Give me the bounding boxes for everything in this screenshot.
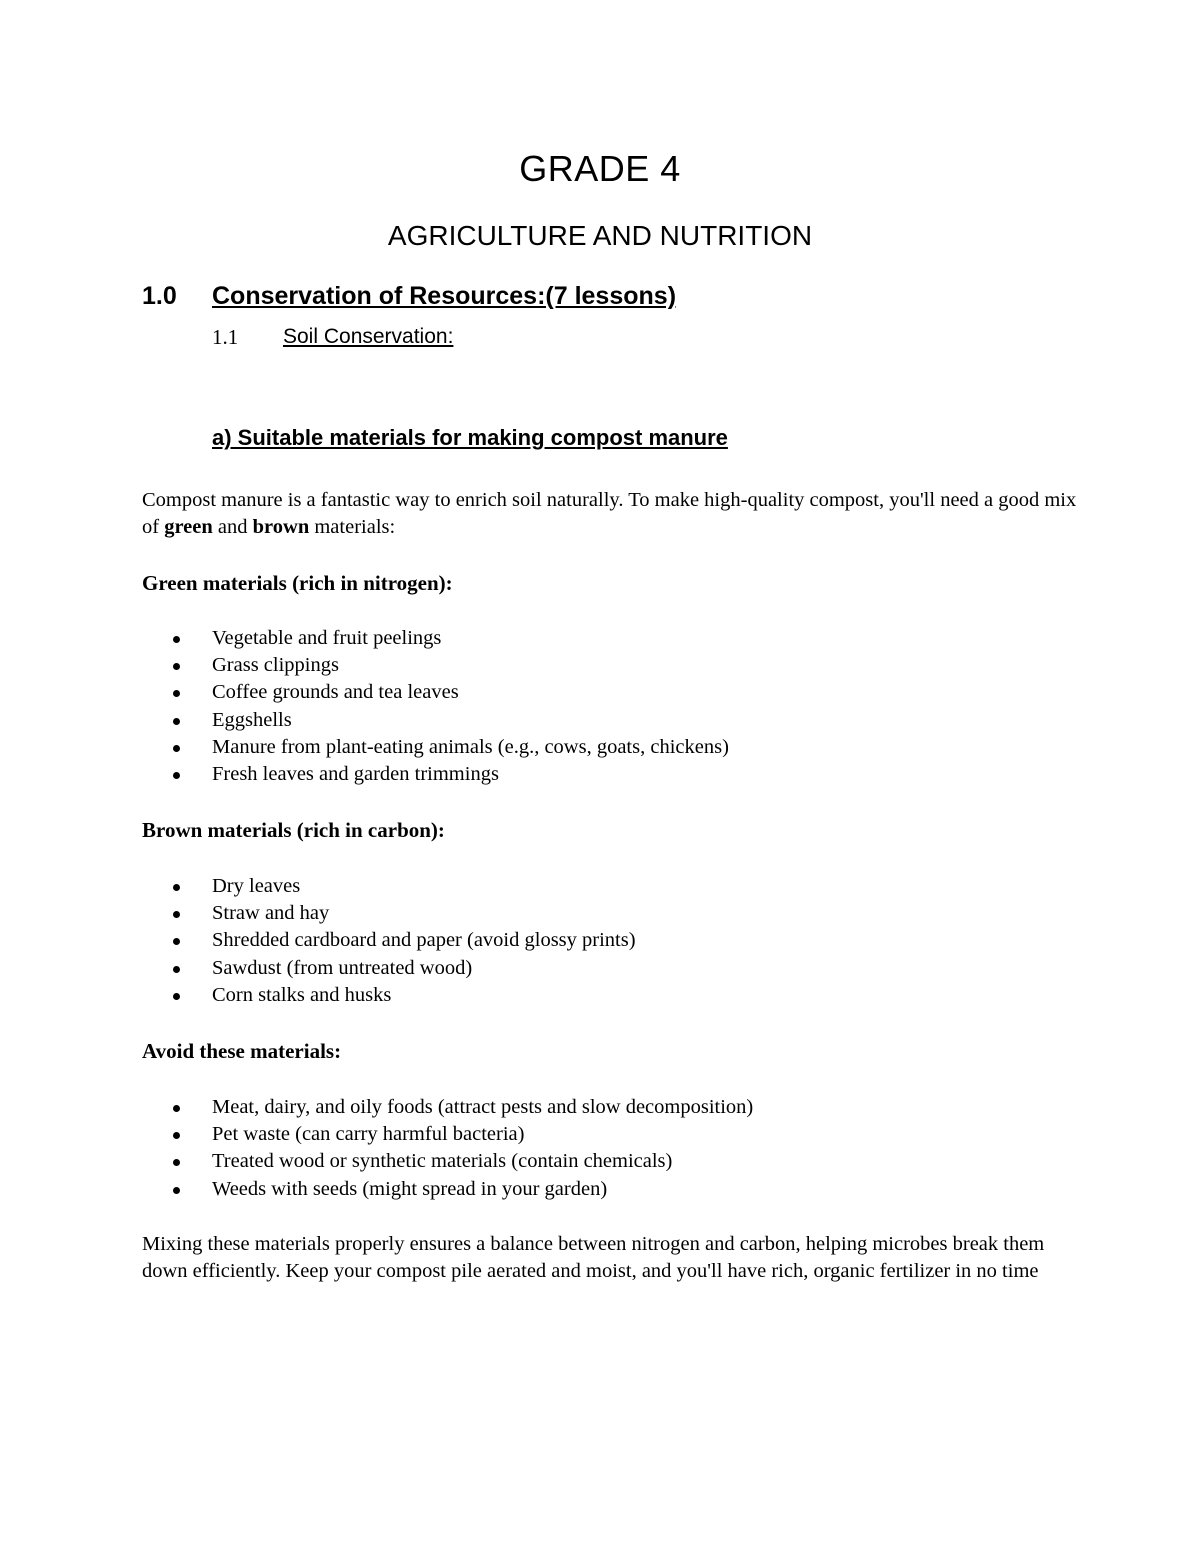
- list-item: [142, 707, 729, 734]
- intro-bold-brown: brown: [252, 516, 310, 538]
- list-item-text: Dry leaves: [212, 875, 301, 897]
- bullet-icon: [173, 636, 180, 643]
- intro-bold-green: green: [164, 516, 213, 538]
- part-heading: a) Suitable materials for making compost manure: [212, 425, 728, 450]
- brown-materials-heading: Brown materials (rich in carbon):: [142, 818, 445, 842]
- bullet-icon: [173, 884, 180, 891]
- bullet-icon: [173, 911, 180, 918]
- list-item: [142, 982, 636, 1009]
- green-materials-list: [142, 625, 729, 788]
- intro-text-3: materials:: [309, 516, 396, 538]
- bullet-icon: [173, 718, 180, 725]
- list-item-text: Coffee grounds and tea leaves: [212, 681, 459, 704]
- list-item: [142, 679, 729, 706]
- list-item-text: Eggshells: [212, 708, 292, 731]
- list-item-text: Pet waste (can carry harmful bacteria): [212, 1123, 525, 1146]
- list-item: [142, 1148, 753, 1175]
- list-item-text: Manure from plant-eating animals (e.g., cows, goats, chickens): [212, 735, 729, 758]
- page-title: GRADE 4: [519, 148, 681, 189]
- list-item-text: Meat, dairy, and oily foods (attract pests and slow decomposition): [212, 1096, 754, 1118]
- subsection-title: Soil Conservation:: [283, 325, 454, 348]
- section-number: 1.0: [142, 282, 177, 310]
- bullet-icon: [173, 938, 180, 945]
- avoid-materials-list: [142, 1094, 753, 1203]
- list-item: [142, 625, 729, 652]
- list-item-text: Weeds with seeds (might spread in your garden): [212, 1177, 608, 1200]
- bullet-icon: [173, 1132, 180, 1139]
- list-item-text: Corn stalks and husks: [212, 983, 392, 1006]
- bullet-icon: [173, 772, 180, 779]
- list-item-text: Treated wood or synthetic materials (contain chemicals): [212, 1150, 673, 1173]
- list-item-text: Grass clippings: [212, 654, 339, 677]
- list-item: [142, 927, 636, 954]
- list-item-text: Fresh leaves and garden trimmings: [212, 763, 499, 786]
- intro-text-2: and: [212, 516, 253, 538]
- brown-materials-list: [142, 873, 636, 1009]
- list-item: [142, 873, 636, 900]
- subsection-number: 1.1: [212, 325, 239, 349]
- intro-paragraph: [142, 487, 1082, 541]
- list-item-text: Shredded cardboard and paper (avoid glossy prints): [212, 929, 636, 952]
- subject-title: AGRICULTURE AND NUTRITION: [387, 220, 813, 251]
- bullet-icon: [173, 663, 180, 670]
- intro-text-1: Compost manure is a fantastic way to enrich soil naturally. To make high-quality compost, you'll need a good mix of: [142, 489, 1077, 538]
- bullet-icon: [173, 1159, 180, 1166]
- list-item: [142, 1176, 753, 1203]
- bullet-icon: [173, 1187, 180, 1194]
- bullet-icon: [173, 745, 180, 752]
- list-item: [142, 652, 729, 679]
- list-item-text: Sawdust (from untreated wood): [212, 956, 473, 979]
- list-item: [142, 900, 636, 927]
- list-item-text: Vegetable and fruit peelings: [212, 627, 442, 649]
- list-item: [142, 1094, 753, 1121]
- bullet-icon: [173, 690, 180, 697]
- list-item: [142, 734, 729, 761]
- list-item-text: Straw and hay: [212, 902, 330, 925]
- list-item: [142, 955, 636, 982]
- bullet-icon: [173, 966, 180, 973]
- list-item: [142, 1121, 753, 1148]
- bullet-icon: [173, 1105, 180, 1112]
- section-title: Conservation of Resources:(7 lessons): [212, 282, 677, 310]
- bullet-icon: [173, 993, 180, 1000]
- green-materials-heading: Green materials (rich in nitrogen):: [142, 571, 453, 595]
- closing-paragraph: Mixing these materials properly ensures a balance between nitrogen and carbon, helping microbes break them down efficiently. Keep your compost pile aerated and moist, and you'll have rich, organic fertilizer in no time: [142, 1233, 1045, 1282]
- list-item: [142, 761, 729, 788]
- avoid-materials-heading: Avoid these materials:: [142, 1039, 342, 1063]
